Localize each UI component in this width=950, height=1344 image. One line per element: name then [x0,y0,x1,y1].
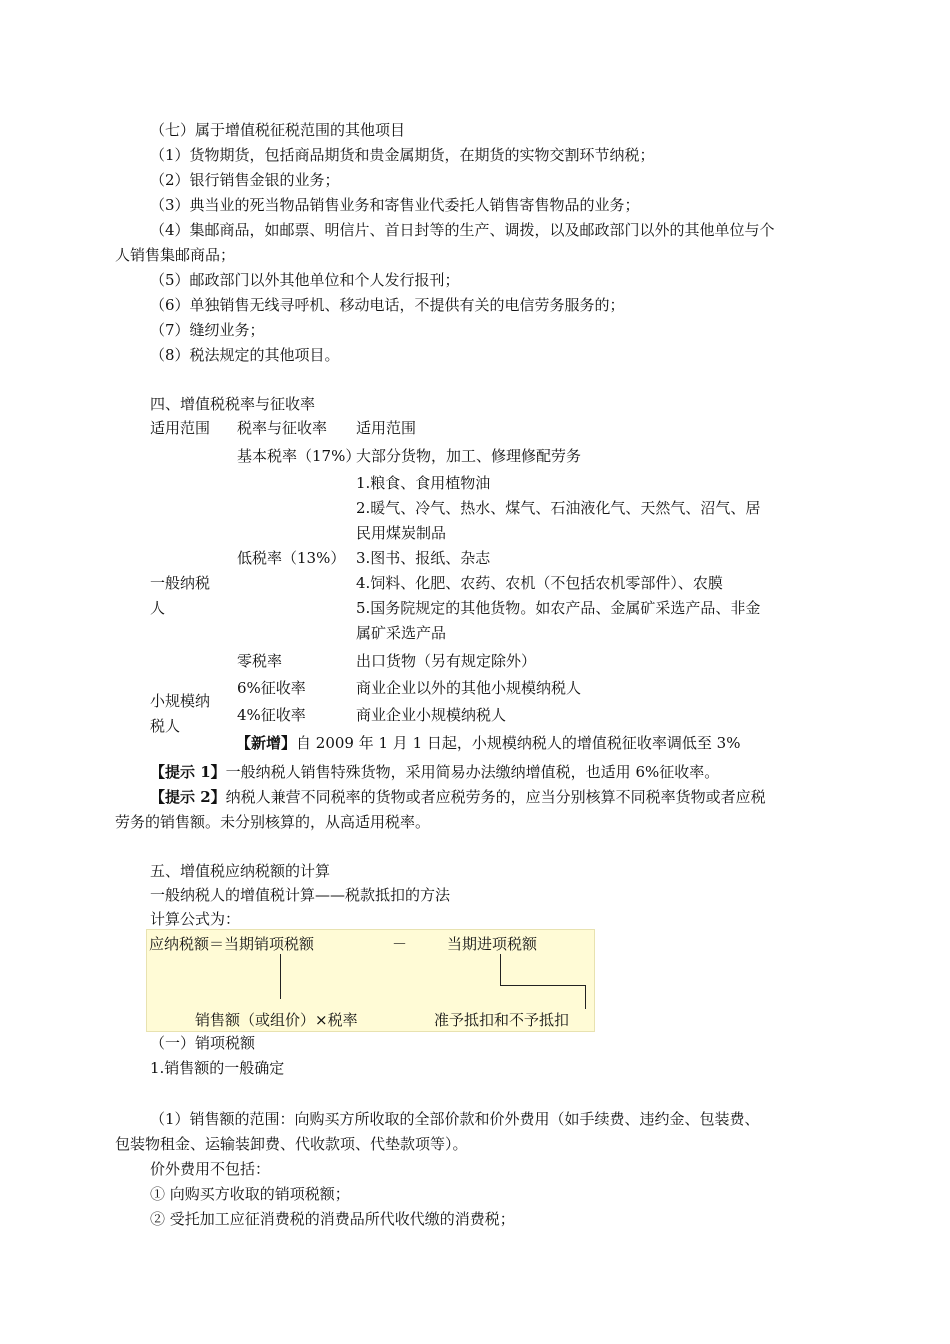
list-item: ① 向购买方收取的销项税额； [150,1185,350,1203]
subsection-title: （一）销项税额 [150,1034,256,1052]
exclusion-title: 价外费用不包括： [150,1160,271,1178]
tip-1 [150,762,719,782]
rate-4: 4%征收率 [237,706,306,724]
new-label: 【新增】 [236,734,297,752]
basic-scope: 大部分货物，加工、修理修配劳务 [356,447,582,465]
general-taxpayer: 一般纳税 [150,574,211,592]
low-scope-item: 2.暖气、冷气、热水、煤气、石油液化气、天然气、沼气、居 [356,499,761,517]
formula-bottom-left: 销售额（或组价）×税率 [195,1011,358,1029]
list-item: （7）缝纫业务； [150,321,265,339]
rate-4-scope: 商业企业小规模纳税人 [356,706,507,724]
list-item: （1）货物期货，包括商品期货和贵金属期货，在期货的实物交割环节纳税； [150,146,655,164]
general-taxpayer: 人 [150,599,166,617]
formula-label: 计算公式为： [150,910,241,928]
section7-title: （七）属于增值税征税范围的其他项目 [150,121,406,139]
range-line: （1）销售额的范围：向购买方所收取的全部价款和价外费用（如手续费、违约金、包装费、 [150,1110,760,1128]
new-note [236,733,740,753]
new-text: 自 2009 年 1 月 1 日起，小规模纳税人的增值税征收率调低至 3% [296,734,741,752]
list-item: ② 受托加工应征消费税的消费品所代收代缴的消费税； [150,1210,515,1228]
basic-rate: 基本税率（17%） [237,447,361,465]
formula-diagram [146,929,595,1032]
table-header: 适用范围 [150,419,211,437]
connector-line [500,954,501,986]
formula-minus: － [392,935,408,953]
list-item: （3）典当业的死当物品销售业务和寄售业代委托人销售寄售物品的业务； [150,196,640,214]
list-item: （4）集邮商品，如邮票、明信片、首日封等的生产、调拨，以及邮政部门以外的其他单位与个 [150,221,775,239]
table-header: 税率与征收率 [237,419,328,437]
list-item: （8）税法规定的其他项目。 [150,346,340,364]
formula-top-right: 当期进项税额 [447,935,538,953]
low-scope-item: 3.图书、报纸、杂志 [356,549,491,567]
range-line: 包装物租金、运输装卸费、代收款项、代垫款项等）。 [115,1135,468,1153]
section4-title: 四、增值税税率与征收率 [150,395,316,413]
tip2-label: 【提示 2】 [150,788,226,806]
low-scope-item: 4.饲料、化肥、农药、农机（不包括农机零部件）、农膜 [356,574,723,592]
tip1-label: 【提示 1】 [150,763,226,781]
table-header: 适用范围 [356,419,417,437]
zero-rate: 零税率 [237,652,283,670]
subsection-item: 1.销售额的一般确定 [150,1059,285,1077]
small-taxpayer: 小规模纳 [150,692,211,710]
section5-subtitle: 一般纳税人的增值税计算——税款抵扣的方法 [150,886,451,904]
tip1-text: 一般纳税人销售特殊货物，采用简易办法缴纳增值税，也适用 6%征收率。 [225,763,720,781]
small-taxpayer: 税人 [150,717,181,735]
list-item: （5）邮政部门以外其他单位和个人发行报刊； [150,271,460,289]
list-item: （2）银行销售金银的业务； [150,171,340,189]
low-scope-item: 属矿采选产品 [356,624,447,642]
formula-top-left: 应纳税额＝当期销项税额 [149,935,315,953]
rate-6-scope: 商业企业以外的其他小规模纳税人 [356,679,582,697]
formula-bottom-right: 准予抵扣和不予抵扣 [434,1011,570,1029]
tip-2-cont: 劳务的销售额。未分别核算的，从高适用税率。 [115,813,431,831]
tip2-text: 纳税人兼营不同税率的货物或者应税劳务的，应当分别核算不同税率货物或者应税 [225,788,766,806]
connector-line [585,985,586,1009]
tip-2 [150,787,766,807]
rate-6: 6%征收率 [237,679,306,697]
section5-title: 五、增值税应纳税额的计算 [150,862,331,880]
list-item: 人销售集邮商品； [115,246,236,264]
low-scope-item: 民用煤炭制品 [356,524,447,542]
connector-line [500,985,586,986]
low-rate: 低税率（13%） [237,549,346,567]
list-item: （6）单独销售无线寻呼机、移动电话，不提供有关的电信劳务服务的； [150,296,625,314]
low-scope-item: 5.国务院规定的其他货物。如农产品、金属矿采选产品、非金 [356,599,761,617]
low-scope-item: 1.粮食、食用植物油 [356,474,491,492]
connector-line [280,954,281,999]
zero-scope: 出口货物（另有规定除外） [356,652,537,670]
